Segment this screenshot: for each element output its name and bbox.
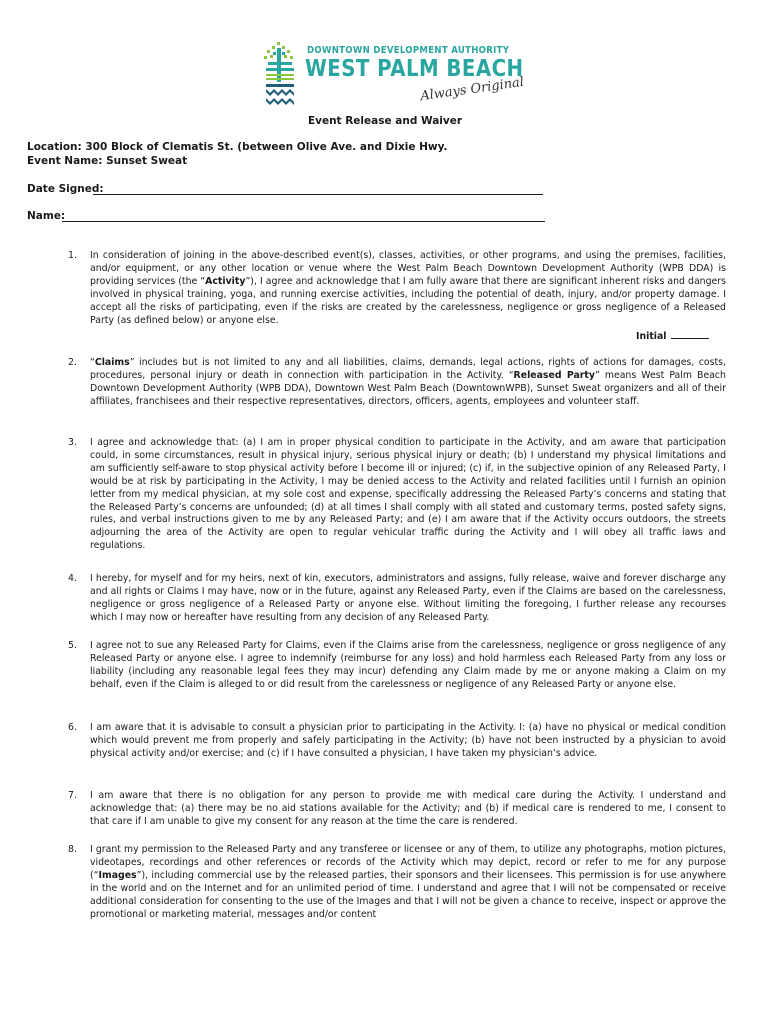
item-number: 3. <box>68 437 77 448</box>
item-number: 6. <box>68 722 77 733</box>
item-text: In consideration of joining in the above-described event(s), classes, activities, or other programs, and using the premises, facilities, and/or equipment, or any other location or venue where the West Palm Beach Downtown Development Authority (WPB DDA) is providing services (the “Activity”), I agree and acknowledge that I am fully aware that there are significant inherent risks and dangers involved in physical training, yoga, and running exercise activities, including the potential of death, injury, and/or property damage. I accept all the risks of participating, even if the risks are created by the carelessness, negligence or gross negligence of a Released Party (as defined below) or anyone else. <box>90 250 726 326</box>
wpb-dda-logo <box>262 42 525 114</box>
item-text: I agree not to sue any Released Party for Claims, even if the Claims arise from the carelessness, negligence or gross negligence of any Released Party or anyone else. I agree to indemnify (reimburse for any loss) and hold harmless each Released Party from any loss or liability (including any reasonable legal fees they may incur) defending any Claim made by me or anyone making a Claim on my behalf, even if the Claim is alleged to or did result from the carelessness or negligence of any Released Party or anyone else. <box>90 640 726 690</box>
initial-blank[interactable] <box>671 338 709 339</box>
item-number: 4. <box>68 573 77 584</box>
initial-label: Initial <box>636 331 667 342</box>
name-label: Name: <box>27 210 66 222</box>
item-text: I hereby, for myself and for my heirs, next of kin, executors, administrators and assigns, fully release, waive and forever discharge any and all rights or Claims I may have, now or in the future, against any Released Party, even if the Claims are based on the carelessness, negligence or gross negligence of a Released Party or anyone else. Without limiting the foregoing, I further release any recourses which I may now or hereafter have resulting from any decision of any Released Party. <box>90 573 726 623</box>
item-number: 5. <box>68 640 77 651</box>
location-line: Location: 300 Block of Clematis St. (between Olive Ave. and Dixie Hwy. <box>27 141 448 153</box>
logo-main-text: WEST PALM BEACH <box>305 56 524 82</box>
date-signed-field[interactable] <box>93 194 543 195</box>
item-number: 8. <box>68 844 77 855</box>
item-text: I grant my permission to the Released Party and any transferee or licensee or any of them, to utilize any photographs, motion pictures, videotapes, recordings and other references or records of the Activity which may depict, record or refer to me for any purpose (“Images”), including commercial use by the released parties, their sponsors and their licensees. This permission is for use anywhere in the world and on the Internet and for an unlimited period of time. I understand and agree that I will not be compensated or receive additional consideration for consenting to the use of the Images and that I will not be given a chance to receive, inspect or approve the promotional or marketing material, messages and/or content <box>90 844 726 920</box>
item-number: 1. <box>68 250 77 261</box>
logo-top-text: DOWNTOWN DEVELOPMENT AUTHORITY <box>307 45 510 56</box>
item-text: I agree and acknowledge that: (a) I am in proper physical condition to participate in the Activity, and am aware that participation could, in some circumstances, result in physical injury, serious physical injury or death; (b) I understand my physical limitations and am sufficiently self-aware to stop physical activity before I become ill or injured; (c) if, in the subjective opinion of any Released Party, I would be at risk by participating in the Activity, I may be denied access to the Activity and related facilities until I furnish an opinion letter from my medical physician, at my sole cost and expense, specifically addressing the Released Party’s concerns and stating that the Released Party’s concerns are unfounded; (d) at all times I shall comply with all stated and customary terms, posted safety signs, rules, and verbal instructions given to me by any Released Party; and (e) I am aware that if the Activity occurs outdoors, the streets adjourning the area of the Activity are open to regular vehicular traffic during the Activity and I will obey all traffic laws and regulations. <box>90 437 726 552</box>
item-number: 2. <box>68 357 77 368</box>
event-name-line: Event Name: Sunset Sweat <box>27 155 188 167</box>
document-title: Event Release and Waiver <box>307 115 463 127</box>
initial-field[interactable] <box>636 331 709 342</box>
logo-script-text: Always Original <box>419 74 525 105</box>
item-text: “Claims” includes but is not limited to any and all liabilities, claims, demands, legal actions, rights of actions for damages, costs, procedures, personal injury or death in connection with participation in the Activity. “Released Party” means West Palm Beach Downtown Development Authority (WPB DDA), Downtown West Palm Beach (DowntownWPB), Sunset Sweat organizers and all of their affiliates, franchisees and their respective representatives, directors, officers, agents, employees and volunteer staff. <box>90 357 726 407</box>
name-field[interactable] <box>62 221 545 222</box>
date-signed-label: Date Signed: <box>27 183 104 195</box>
palm-tree-icon <box>262 42 298 106</box>
item-text: I am aware that there is no obligation for any person to provide me with medical care during the Activity. I understand and acknowledge that: (a) there may be no aid stations available for the Activity; and (b) if medical care is rendered to me, I consent to that care if I am unable to give my consent for any reason at the time the care is rendered. <box>90 790 726 827</box>
item-text: I am aware that it is advisable to consult a physician prior to participating in the Activity. I: (a) have no physical or medical condition which would prevent me from properly and safely participating in the Activity; (b) have not been instructed by a physician to avoid physical activity and/or exercise; and (c) if I have consulted a physician, I have taken my physician’s advice. <box>90 722 726 759</box>
item-number: 7. <box>68 790 77 801</box>
